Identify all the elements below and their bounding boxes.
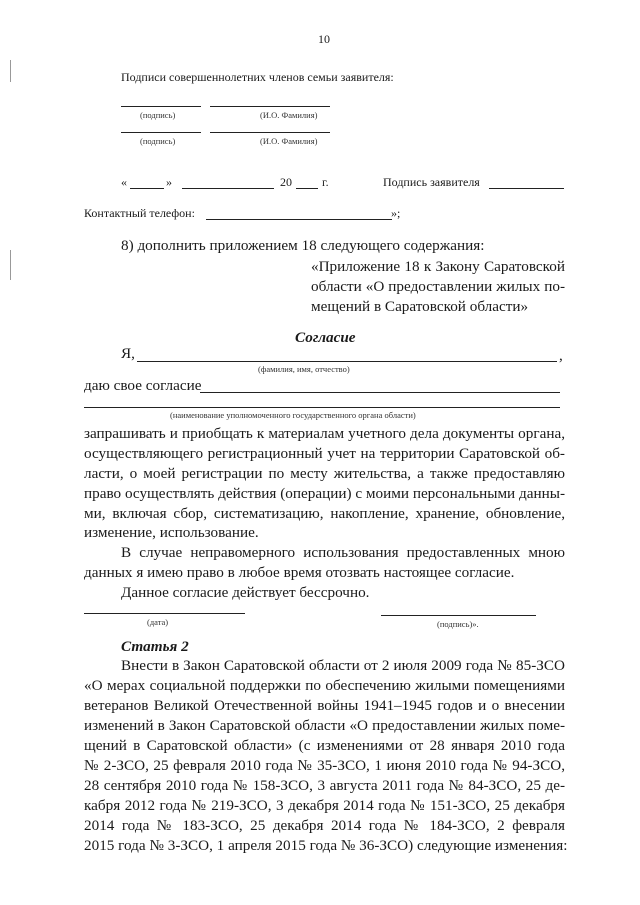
consent-comma: ,	[559, 347, 563, 364]
name-caption: (И.О. Фамилия)	[260, 110, 318, 120]
applicant-signature-line	[489, 188, 564, 189]
consent-body-line: ми, включая сбор, систематизацию, накопление, хранение, обновление,	[84, 505, 565, 522]
year-suffix: г.	[322, 175, 329, 189]
scan-edge-mark	[10, 250, 11, 280]
contact-label: Контактный телефон:	[84, 206, 195, 220]
misuse-line: В случае неправомерного использования предоставленных мною	[121, 544, 565, 561]
consent-body-line: изменение, использование.	[84, 524, 259, 541]
scan-edge-mark	[10, 60, 11, 82]
article-2-line: 2014 года № 183-ЗСО, 25 декабря 2014 года № 184-ЗСО, 2 февраля	[84, 817, 565, 834]
article-2-line: кабря 2012 года № 219-ЗСО, 3 декабря 2014 года № 151-ЗСО, 25 декабря	[84, 797, 565, 814]
applicant-signature-label: Подпись заявителя	[383, 175, 480, 189]
month-blank	[182, 188, 274, 189]
date-caption: (дата)	[147, 617, 169, 627]
article-2-line: 2015 года № 3-ЗСО, 1 апреля 2015 года № 36-ЗСО) следующие изменения:	[84, 837, 568, 854]
consent-validity: Данное согласие действует бессрочно.	[121, 584, 370, 601]
signature-line	[121, 106, 201, 107]
name-line	[210, 132, 330, 133]
article-2-line: № 2-ЗСО, 25 февраля 2010 года № 35-ЗСО, 1 июня 2010 года № 94-ЗСО,	[84, 757, 565, 774]
org-line	[200, 392, 560, 393]
org-caption: (наименование уполномоченного государственного органа области)	[170, 410, 416, 420]
day-blank	[130, 188, 164, 189]
name-caption: (И.О. Фамилия)	[260, 136, 318, 146]
article-2-line: «О мерах социальной поддержки по обеспечению жилыми помещениями	[84, 677, 565, 694]
date-close-quote: »	[166, 175, 172, 189]
article-2-line: Внести в Закон Саратовской области от 2 июля 2009 года № 85-ЗСО	[121, 657, 565, 674]
appendix-ref-line: «Приложение 18 к Закону Саратовской	[311, 258, 565, 275]
signature-caption: (подпись)	[140, 136, 176, 146]
consent-title: Согласие	[295, 329, 356, 346]
name-line	[210, 106, 330, 107]
item-8-text: 8) дополнить приложением 18 следующего содержания:	[121, 237, 485, 254]
article-2-line: изменений в Закон Саратовской области «О предоставлении жилых поме-	[84, 717, 565, 734]
full-name-line	[137, 361, 557, 362]
article-2-title: Статья 2	[121, 638, 189, 655]
consent-body-line: осуществляющего регистрационный учет на территории Саратовской об-	[84, 445, 565, 462]
year-blank	[296, 188, 318, 189]
consent-ya: Я,	[121, 345, 135, 362]
page-number: 10	[318, 32, 330, 46]
family-signatures-heading: Подписи совершеннолетних членов семьи заявителя:	[121, 70, 394, 84]
article-2-line: 28 сентября 2010 года № 158-ЗСО, 3 августа 2011 года № 84-ЗСО, 25 де-	[84, 777, 565, 794]
signature-line	[381, 615, 536, 616]
contact-phone-line	[206, 219, 392, 220]
signature-line	[121, 132, 201, 133]
give-consent-label: даю свое согласие	[84, 377, 202, 394]
signature-caption: (подпись)	[140, 110, 176, 120]
date-open-quote: «	[121, 175, 127, 189]
signature-caption: (подпись)».	[437, 619, 479, 629]
date-signature-line	[84, 613, 245, 614]
consent-body-line: ласти, о моей регистрации по месту жительства, а также предоставляю	[84, 465, 565, 482]
full-name-caption: (фамилия, имя, отчество)	[258, 364, 350, 374]
consent-body-line: запрашивать и приобщать к материалам учетного дела документы органа,	[84, 425, 565, 442]
org-line-2	[84, 407, 560, 408]
article-2-line: щений в Саратовской области» (с изменениями от 28 января 2010 года	[84, 737, 565, 754]
appendix-ref-line: мещений в Саратовской области»	[311, 298, 529, 315]
misuse-line: данных я имею право в любое время отозвать настоящее согласие.	[84, 564, 515, 581]
contact-tail: »;	[391, 206, 401, 220]
article-2-line: ветеранов Великой Отечественной войны 1941–1945 годов и о внесении	[84, 697, 565, 714]
consent-body-line: право осуществлять действия (операции) с моими персональными данны-	[84, 485, 565, 502]
year-prefix: 20	[280, 175, 292, 189]
appendix-ref-line: области «О предоставлении жилых по-	[311, 278, 565, 295]
